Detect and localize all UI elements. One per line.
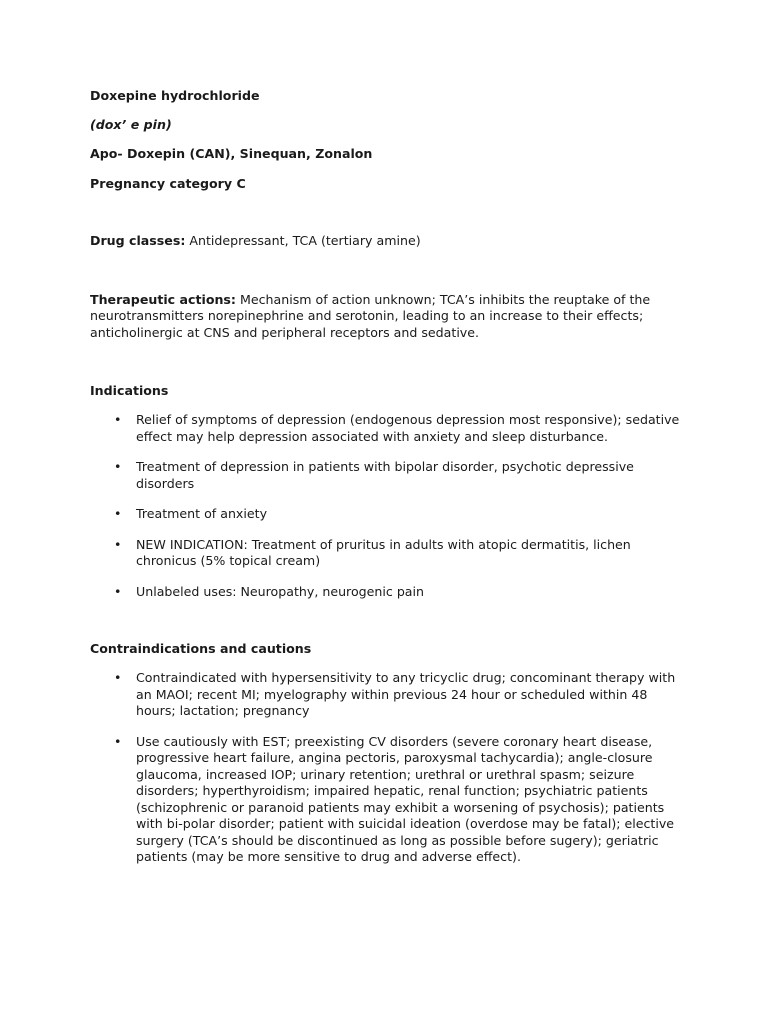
therapeutic-actions-text: Mechanism of action unknown; TCA’s inhibits the reuptake of the neurotransmitters norepinephrine and serotonin, leading to an increase to their effects; anticholinergic at CNS and peripheral receptors and sedative. — [90, 291, 651, 340]
contraindications-heading: Contraindications and cautions — [90, 641, 312, 657]
indications-heading: Indications — [90, 383, 169, 398]
list-item — [90, 412, 690, 445]
bullet-icon: • — [114, 412, 122, 428]
list-item-text: NEW INDICATION: Treatment of pruritus in adults with atopic dermatitis, lichen chronicus (5% topical cream) — [136, 536, 631, 569]
therapeutic-actions — [90, 292, 690, 342]
bullet-icon: • — [114, 506, 122, 522]
drug-pronunciation: (dox’ e pin) — [90, 116, 172, 132]
list-item-text: Contraindicated with hypersensitivity to any tricyclic drug; concominant therapy with an MAOI; recent MI; myelography within previous 24 hour or scheduled within 48 hours; lactation; pregnancy — [136, 670, 676, 719]
drug-brand-names: Apo- Doxepin (CAN), Sinequan, Zonalon — [90, 146, 373, 161]
drug-classes-label: Drug classes: — [90, 233, 186, 248]
list-item-text: Unlabeled uses: Neuropathy, neurogenic pain — [136, 583, 425, 599]
list-item-text: Relief of symptoms of depression (endogenous depression most responsive); sedative effect may help depression associated with anxiety and sleep disturbance. — [136, 412, 680, 444]
list-item-text: Treatment of anxiety — [136, 506, 268, 522]
bullet-icon: • — [114, 459, 122, 475]
drug-classes-text: Antidepressant, TCA (tertiary amine) — [185, 233, 421, 248]
document-page — [90, 88, 690, 866]
list-item-text: Use cautiously with EST; preexisting CV disorders (severe coronary heart disease, progressive heart failure, angina pectoris, paroxysmal tachycardia); angle-closure glaucoma, increased IOP; urinary retention; urethral or urethral spasm; seizure disorders; hyperthyroidism; impaired hepatic, renal function; psychiatric patients (schizophrenic or paranoid patients may exhibit a worsening of psychosis); patients with bi-polar disorder; patient with suicidal ideation (overdose may be fatal); elective surgery (TCA’s should be discontinued as long as possible before sugery); geriatric patients (may be more sensitive to drug and adverse effect). — [136, 733, 675, 865]
list-item — [90, 584, 690, 601]
list-item — [90, 670, 690, 720]
pregnancy-category: Pregnancy category C — [90, 175, 246, 191]
indications-list — [90, 412, 690, 600]
list-item — [90, 734, 690, 866]
list-item-text: Treatment of depression in patients with bipolar disorder, psychotic depressive disorders — [136, 459, 634, 491]
list-item — [90, 506, 690, 523]
bullet-icon: • — [114, 583, 122, 599]
bullet-icon: • — [114, 536, 122, 552]
contraindications-list — [90, 670, 690, 866]
bullet-icon: • — [114, 733, 122, 749]
therapeutic-actions-label: Therapeutic actions: — [90, 291, 236, 307]
drug-title: Doxepine hydrochloride — [90, 88, 260, 103]
drug-classes — [90, 233, 690, 250]
list-item — [90, 459, 690, 492]
list-item — [90, 537, 690, 570]
bullet-icon: • — [114, 670, 122, 686]
